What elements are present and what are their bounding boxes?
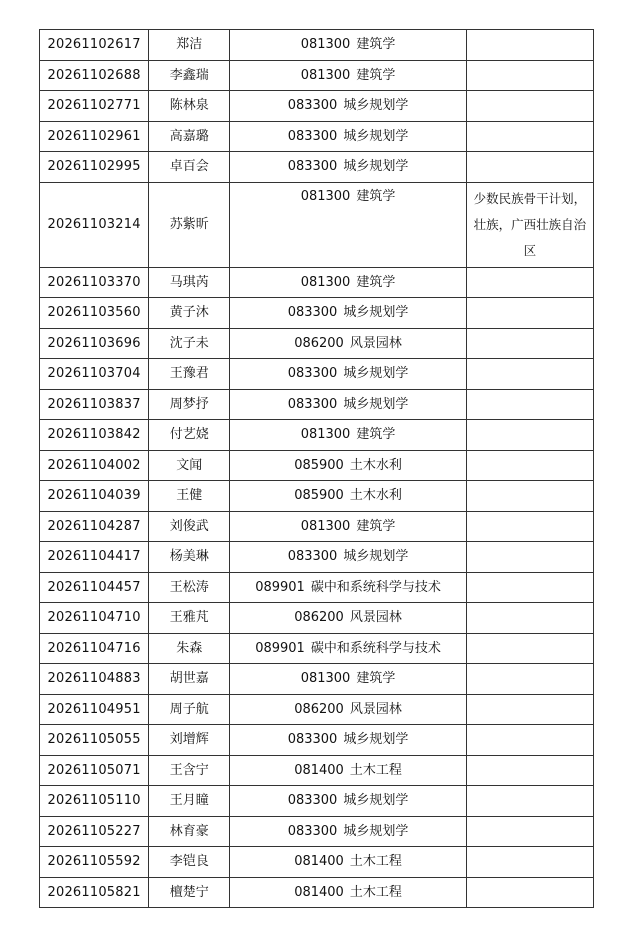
major-name: 碳中和系统科学与技术 xyxy=(310,640,441,656)
major-code: 086200 xyxy=(294,610,344,626)
student-name-cell: 郑洁 xyxy=(149,30,230,61)
table-row xyxy=(40,511,594,542)
major-name: 土木工程 xyxy=(349,884,402,900)
table-row xyxy=(40,60,594,91)
major-code: 081300 xyxy=(300,427,351,443)
table-row xyxy=(40,328,594,359)
student-id-cell: 20261105055 xyxy=(40,725,149,756)
major-code: 083300 xyxy=(287,549,338,565)
major-code: 089901 xyxy=(255,579,305,595)
major-code: 086200 xyxy=(294,335,344,351)
remark-cell xyxy=(466,450,593,481)
major-cell xyxy=(230,60,466,91)
student-id-cell: 20261102961 xyxy=(40,121,149,152)
table-row xyxy=(40,816,594,847)
remark-cell xyxy=(466,511,593,542)
major-name: 城乡规划学 xyxy=(343,305,409,321)
table-row xyxy=(40,481,594,512)
student-name-cell: 周子航 xyxy=(149,694,230,725)
table-row xyxy=(40,30,594,61)
remark-cell xyxy=(466,121,593,152)
table-row xyxy=(40,91,594,122)
major-code: 083300 xyxy=(287,128,338,144)
remark-cell xyxy=(466,481,593,512)
major-name: 风景园林 xyxy=(349,335,402,351)
student-name-cell: 王雅芃 xyxy=(149,603,230,634)
table-row xyxy=(40,542,594,573)
student-id-cell: 20261104287 xyxy=(40,511,149,542)
student-id-cell: 20261102771 xyxy=(40,91,149,122)
student-name-cell: 王健 xyxy=(149,481,230,512)
table-row xyxy=(40,389,594,420)
major-code: 083300 xyxy=(287,823,338,839)
student-name-cell: 苏紫昕 xyxy=(149,182,230,267)
student-id-cell: 20261103842 xyxy=(40,420,149,451)
major-cell xyxy=(230,30,466,61)
student-name-cell: 卓百会 xyxy=(149,152,230,183)
student-id-cell: 20261104716 xyxy=(40,633,149,664)
remark-cell xyxy=(466,847,593,878)
major-name: 建筑学 xyxy=(356,37,396,53)
major-name: 风景园林 xyxy=(349,701,402,717)
remark-cell xyxy=(466,152,593,183)
major-name: 建筑学 xyxy=(356,427,396,443)
table-row xyxy=(40,877,594,908)
student-name-cell: 朱森 xyxy=(149,633,230,664)
major-cell xyxy=(230,816,466,847)
major-name: 建筑学 xyxy=(356,274,396,290)
remark-cell xyxy=(466,298,593,329)
major-cell xyxy=(230,633,466,664)
major-cell xyxy=(230,786,466,817)
student-name-cell: 周梦抒 xyxy=(149,389,230,420)
student-id-cell: 20261105071 xyxy=(40,755,149,786)
remark-cell xyxy=(466,755,593,786)
table-row xyxy=(40,152,594,183)
student-id-cell: 20261105592 xyxy=(40,847,149,878)
student-name-cell: 王松涛 xyxy=(149,572,230,603)
student-name-cell: 王含宁 xyxy=(149,755,230,786)
major-cell xyxy=(230,267,466,298)
table-row xyxy=(40,725,594,756)
student-name-cell: 刘俊武 xyxy=(149,511,230,542)
student-name-cell: 李鑫瑞 xyxy=(149,60,230,91)
table-row xyxy=(40,420,594,451)
table-row xyxy=(40,755,594,786)
remark-cell xyxy=(466,91,593,122)
remark-cell xyxy=(466,633,593,664)
student-id-cell: 20261105110 xyxy=(40,786,149,817)
major-cell xyxy=(230,359,466,390)
major-name: 土木工程 xyxy=(349,854,402,870)
table-row xyxy=(40,603,594,634)
major-code: 083300 xyxy=(287,793,338,809)
student-id-cell: 20261104883 xyxy=(40,664,149,695)
student-name-cell: 付艺娆 xyxy=(149,420,230,451)
major-code: 081300 xyxy=(300,274,351,290)
major-code: 083300 xyxy=(287,159,338,175)
remark-cell xyxy=(466,267,593,298)
major-cell xyxy=(230,298,466,329)
student-id-cell: 20261105227 xyxy=(40,816,149,847)
remark-cell xyxy=(466,60,593,91)
major-cell xyxy=(230,420,466,451)
student-id-cell: 20261103370 xyxy=(40,267,149,298)
major-code: 083300 xyxy=(287,305,338,321)
major-code: 085900 xyxy=(294,488,344,504)
major-cell xyxy=(230,182,466,267)
major-name: 土木水利 xyxy=(349,488,402,504)
major-name: 风景园林 xyxy=(349,610,402,626)
student-name-cell: 胡世嘉 xyxy=(149,664,230,695)
remark-cell xyxy=(466,664,593,695)
table-row xyxy=(40,847,594,878)
major-name: 碳中和系统科学与技术 xyxy=(310,579,441,595)
table-row xyxy=(40,633,594,664)
major-name: 城乡规划学 xyxy=(343,128,409,144)
major-code: 081400 xyxy=(294,762,344,778)
remark-cell xyxy=(466,725,593,756)
major-code: 081300 xyxy=(300,188,351,204)
major-code: 083300 xyxy=(287,98,338,114)
table-row xyxy=(40,298,594,329)
major-cell xyxy=(230,877,466,908)
student-name-cell: 陈林泉 xyxy=(149,91,230,122)
table-row xyxy=(40,359,594,390)
table-row xyxy=(40,664,594,695)
major-code: 081400 xyxy=(294,854,344,870)
remark-cell xyxy=(466,542,593,573)
major-cell xyxy=(230,603,466,634)
major-cell xyxy=(230,664,466,695)
admission-list-table xyxy=(39,29,594,908)
major-code: 081400 xyxy=(294,884,344,900)
major-code: 086200 xyxy=(294,701,344,717)
student-id-cell: 20261103560 xyxy=(40,298,149,329)
table-body xyxy=(40,30,594,908)
major-name: 土木水利 xyxy=(349,457,402,473)
major-code: 081300 xyxy=(300,671,351,687)
table-row xyxy=(40,450,594,481)
major-code: 083300 xyxy=(287,732,338,748)
student-id-cell: 20261105821 xyxy=(40,877,149,908)
remark-cell: 少数民族骨干计划，壮族，广西壮族自治区 xyxy=(466,182,593,267)
major-cell xyxy=(230,542,466,573)
major-name: 城乡规划学 xyxy=(343,549,409,565)
major-code: 085900 xyxy=(294,457,344,473)
major-name: 建筑学 xyxy=(356,67,396,83)
student-name-cell: 刘增辉 xyxy=(149,725,230,756)
major-code: 083300 xyxy=(287,396,338,412)
table-row xyxy=(40,267,594,298)
remark-cell xyxy=(466,328,593,359)
major-cell xyxy=(230,847,466,878)
student-id-cell: 20261104710 xyxy=(40,603,149,634)
student-id-cell: 20261103696 xyxy=(40,328,149,359)
student-id-cell: 20261103214 xyxy=(40,182,149,267)
major-name: 城乡规划学 xyxy=(343,98,409,114)
remark-cell xyxy=(466,30,593,61)
remark-cell xyxy=(466,786,593,817)
major-code: 081300 xyxy=(300,67,351,83)
major-code: 089901 xyxy=(255,640,305,656)
remark-cell xyxy=(466,572,593,603)
table-row xyxy=(40,786,594,817)
major-cell xyxy=(230,121,466,152)
student-name-cell: 檀楚宁 xyxy=(149,877,230,908)
student-id-cell: 20261104002 xyxy=(40,450,149,481)
major-cell xyxy=(230,152,466,183)
student-name-cell: 林育豪 xyxy=(149,816,230,847)
major-cell xyxy=(230,328,466,359)
student-name-cell: 杨美琳 xyxy=(149,542,230,573)
major-cell xyxy=(230,91,466,122)
major-name: 建筑学 xyxy=(356,671,396,687)
student-id-cell: 20261103837 xyxy=(40,389,149,420)
table-row xyxy=(40,121,594,152)
student-name-cell: 王豫君 xyxy=(149,359,230,390)
remark-cell xyxy=(466,694,593,725)
student-id-cell: 20261104039 xyxy=(40,481,149,512)
remark-cell xyxy=(466,603,593,634)
table-row xyxy=(40,182,594,267)
remark-cell xyxy=(466,420,593,451)
remark-cell xyxy=(466,389,593,420)
major-code: 083300 xyxy=(287,366,338,382)
major-cell xyxy=(230,694,466,725)
major-name: 城乡规划学 xyxy=(343,823,409,839)
table-row xyxy=(40,572,594,603)
major-cell xyxy=(230,481,466,512)
student-name-cell: 黄子沐 xyxy=(149,298,230,329)
major-name: 城乡规划学 xyxy=(343,732,409,748)
major-name: 建筑学 xyxy=(356,188,396,204)
major-name: 城乡规划学 xyxy=(343,159,409,175)
remark-cell xyxy=(466,877,593,908)
major-cell xyxy=(230,389,466,420)
student-name-cell: 李铠良 xyxy=(149,847,230,878)
major-code: 081300 xyxy=(300,37,351,53)
major-cell xyxy=(230,755,466,786)
major-cell xyxy=(230,572,466,603)
student-name-cell: 文闻 xyxy=(149,450,230,481)
student-id-cell: 20261104457 xyxy=(40,572,149,603)
student-id-cell: 20261104417 xyxy=(40,542,149,573)
student-id-cell: 20261102688 xyxy=(40,60,149,91)
student-id-cell: 20261102617 xyxy=(40,30,149,61)
student-name-cell: 王月瞳 xyxy=(149,786,230,817)
major-name: 土木工程 xyxy=(349,762,402,778)
student-name-cell: 高嘉璐 xyxy=(149,121,230,152)
student-id-cell: 20261103704 xyxy=(40,359,149,390)
major-cell xyxy=(230,450,466,481)
major-code: 081300 xyxy=(300,518,351,534)
major-cell xyxy=(230,725,466,756)
table-row xyxy=(40,694,594,725)
major-name: 建筑学 xyxy=(356,518,396,534)
major-cell xyxy=(230,511,466,542)
major-name: 城乡规划学 xyxy=(343,396,409,412)
student-id-cell: 20261104951 xyxy=(40,694,149,725)
remark-cell xyxy=(466,816,593,847)
student-name-cell: 马琪芮 xyxy=(149,267,230,298)
major-name: 城乡规划学 xyxy=(343,793,409,809)
major-name: 城乡规划学 xyxy=(343,366,409,382)
student-id-cell: 20261102995 xyxy=(40,152,149,183)
remark-cell xyxy=(466,359,593,390)
student-name-cell: 沈子未 xyxy=(149,328,230,359)
